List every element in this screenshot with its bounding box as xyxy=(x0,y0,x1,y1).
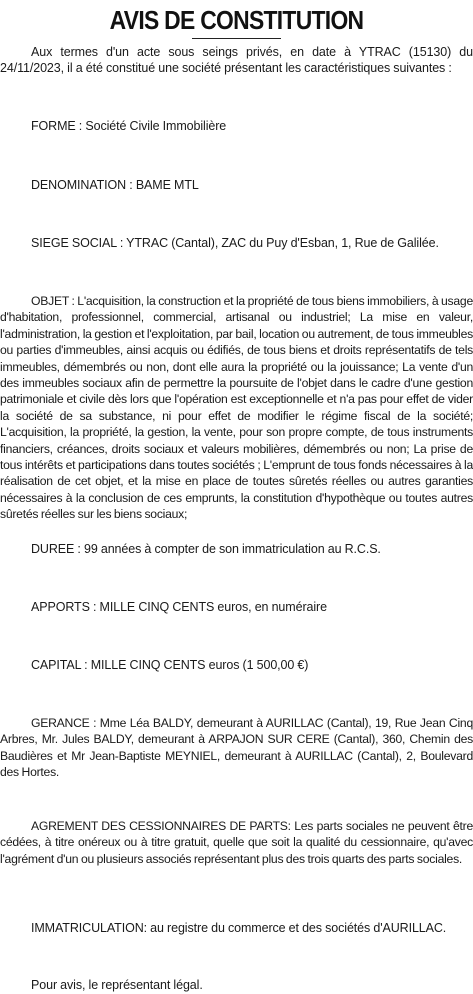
denomination-paragraph: DENOMINATION : BAME MTL xyxy=(31,178,199,192)
forme-paragraph: FORME : Société Civile Immobilière xyxy=(31,119,227,133)
notice-title: AVIS DE CONSTITUTION xyxy=(109,5,364,35)
duree-paragraph: DUREE : 99 années à compter de son immatriculation au R.C.S. xyxy=(31,542,381,556)
intro-paragraph: Aux termes d'un acte sous seings privés, en date à YTRAC (15130) du 24/11/2023, il a été constitué une société présentant les caractéristiques suivantes : xyxy=(0,45,473,76)
objet-paragraph: OBJET : L'acquisition, la construction et la propriété de tous biens immobiliers, à usage d'habitation, professionnel, commercial, artisanal ou industriel; La mise en valeur, l'administration, la gestion et l'exploitation, par bail, location ou autrement, de tous immeubles ou parties d'immeubles, ainsi acquis ou édifiés, de tous biens et droits représentatifs de tels immeubles, démembrés ou non, dont elle aura la propriété ou la jouissance; La vente d'un des immeubles sociaux afin de permettre la poursuite de l'objet dans le cadre d'une gestion patrimoniale et civile dès lors que l'opération est exceptionnelle et n'a pas pour effet de vider la société de sa substance, ni pour effet de modifier le régime fiscal de la société; L'acquisition, la propriété, la gestion, la vente, pour son propre compte, de tous instruments financiers, créances, droits sociaux et valeurs mobilières, démembrés ou non; La prise de tous intérêts et participations dans toutes sociétés ; L'emprunt de tous fonds nécessaires à la réalisation de cet objet, et la mise en place de toutes sûretés réelles ou autres garanties nécessaires à la conclusion de ces emprunts, la constitution d'hypothèque ou toutes autres sûretés réelles sur les biens sociaux; xyxy=(0,294,473,522)
title-underline xyxy=(192,38,281,39)
signature-line: Pour avis, le représentant légal. xyxy=(31,978,203,992)
agrement-paragraph: AGREMENT DES CESSIONNAIRES DE PARTS: Les parts sociales ne peuvent être cédées, à titre onéreux ou à titre gratuit, quelle que soit la qualité du cessionnaire, qu'avec l'agrément d'un ou plusieurs associés représentant plus des trois quarts des parts sociales. xyxy=(0,819,473,866)
siege-social-paragraph: SIEGE SOCIAL : YTRAC (Cantal), ZAC du Puy d'Esban, 1, Rue de Galilée. xyxy=(31,236,439,250)
gerance-paragraph: GERANCE : Mme Léa BALDY, demeurant à AURILLAC (Cantal), 19, Rue Jean Cinq Arbres, Mr. Jules BALDY, demeurant à ARPAJON SUR CERE (Cantal), 360, Chemin des Baudières et Mr Jean-Baptiste MEYNIEL, demeurant à AURILLAC (Cantal), 2, Boulevard des Hortes. xyxy=(0,716,473,780)
capital-paragraph: CAPITAL : MILLE CINQ CENTS euros (1 500,00 €) xyxy=(31,658,309,672)
apports-paragraph: APPORTS : MILLE CINQ CENTS euros, en numéraire xyxy=(31,600,327,614)
immatriculation-paragraph: IMMATRICULATION: au registre du commerce et des sociétés d'AURILLAC. xyxy=(31,921,447,935)
